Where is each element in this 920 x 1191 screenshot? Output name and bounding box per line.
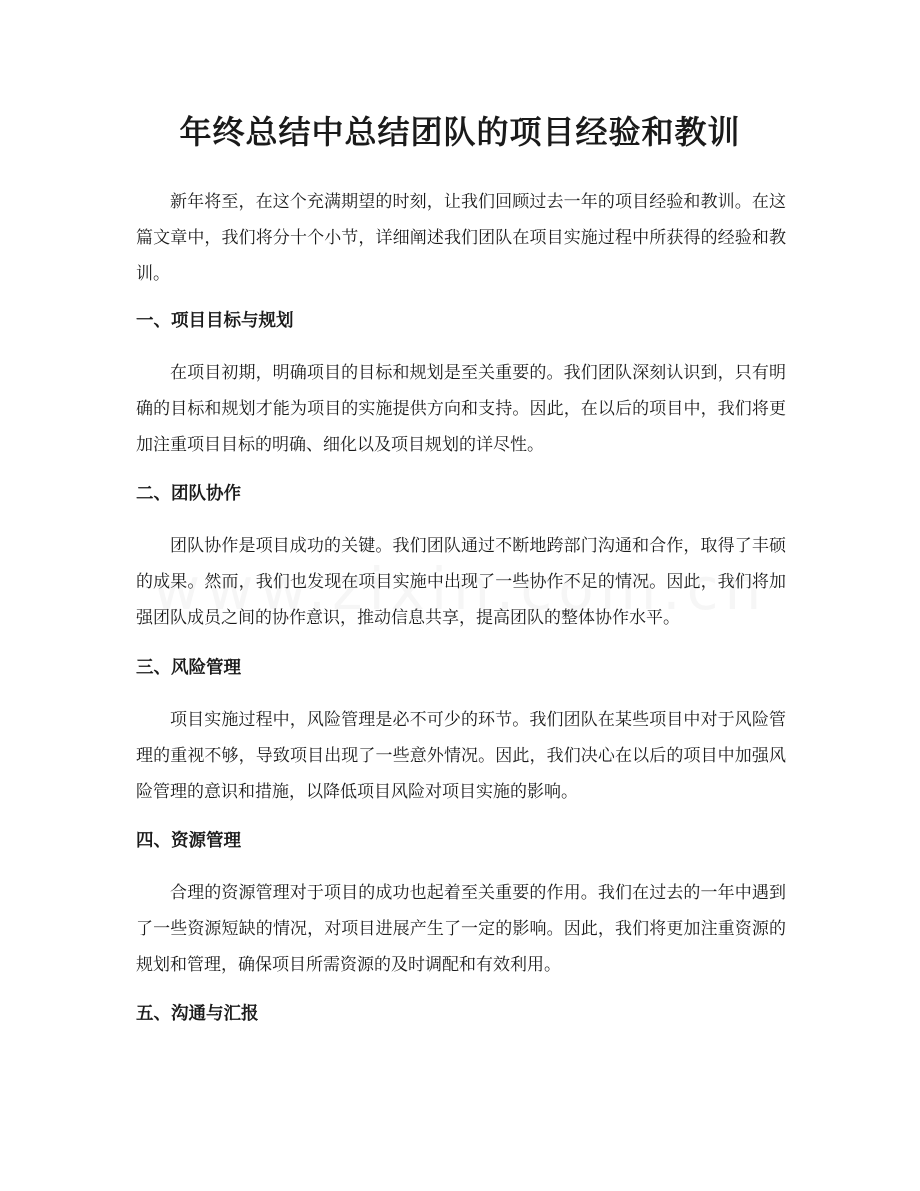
section-heading-2: 二、团队协作 <box>136 484 241 504</box>
section-heading-4: 四、资源管理 <box>136 831 241 851</box>
section-body-4: 合理的资源管理对于项目的成功也起着至关重要的作用。我们在过去的一年中遇到了一些资源短缺的情况，对项目进展产生了一定的影响。因此，我们将更加注重资源的规划和管理，确保项目所需资源的及时调配和有效利用。 <box>136 883 786 975</box>
section-heading-3: 三、风险管理 <box>136 658 241 678</box>
section-heading-1: 一、项目目标与规划 <box>136 311 294 331</box>
section-body-1: 在项目初期，明确项目的目标和规划是至关重要的。我们团队深刻认识到，只有明确的目标和规划才能为项目的实施提供方向和支持。因此，在以后的项目中，我们将更加注重项目目标的明确、细化以及项目规划的详尽性。 <box>136 363 786 455</box>
intro-paragraph: 新年将至，在这个充满期望的时刻，让我们回顾过去一年的项目经验和教训。在这篇文章中，我们将分十个小节，详细阐述我们团队在项目实施过程中所获得的经验和教训。 <box>136 192 786 284</box>
section-heading-5: 五、沟通与汇报 <box>136 1004 259 1024</box>
section-body-3: 项目实施过程中，风险管理是必不可少的环节。我们团队在某些项目中对于风险管理的重视不够，导致项目出现了一些意外情况。因此，我们决心在以后的项目中加强风险管理的意识和措施，以降低项目风险对项目实施的影响。 <box>136 710 786 802</box>
page-title: 年终总结中总结团队的项目经验和教训 <box>179 113 741 151</box>
section-body-2: 团队协作是项目成功的关键。我们团队通过不断地跨部门沟通和合作，取得了丰硕的成果。然而，我们也发现在项目实施中出现了一些协作不足的情况。因此，我们将加强团队成员之间的协作意识，推动信息共享，提高团队的整体协作水平。 <box>136 536 786 628</box>
